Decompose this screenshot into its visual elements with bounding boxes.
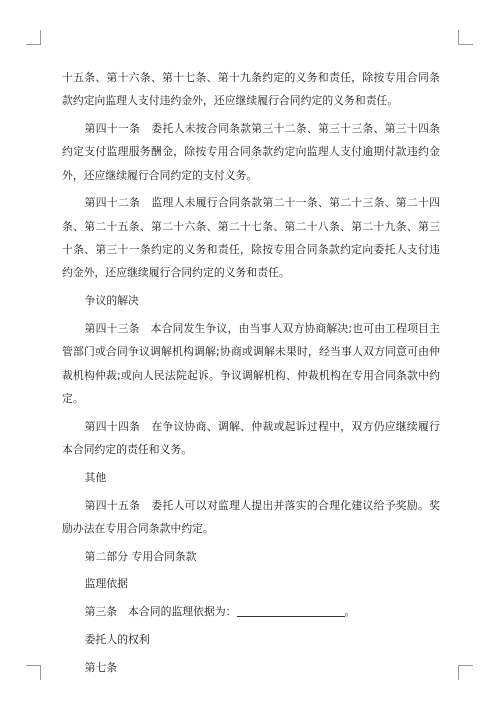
paragraph-article-3	[62, 600, 440, 623]
paragraph-article-43: 第四十三条 本合同发生争议，由当事人双方协商解决;也可由工程项目主管部门或合同争议调解机构调解;协商或调解未果时，经当事人双方同意可由仲裁机构仲裁;或向人民法院起诉。争议调解机构、仲裁机构在专用合同条款中约定。	[62, 321, 440, 405]
section-heading-other: 其他	[84, 470, 107, 484]
article-7-heading: 第七条	[84, 660, 118, 674]
section-heading-dispute: 争议的解决	[84, 294, 139, 308]
document-body	[62, 66, 440, 684]
paragraph-continuation: 十五条、第十六条、第十七条、第十九条约定的义务和责任，除按专用合同条款约定向监理人支付违约金外，还应继续履行合同约定的义务和责任。	[62, 71, 440, 108]
article-3-end: 。	[344, 605, 356, 619]
part-heading-special-terms: 第二部分 专用合同条款	[84, 549, 197, 563]
crop-mark-bottom-right	[458, 665, 473, 680]
crop-mark-bottom-left	[26, 665, 41, 680]
fill-in-blank[interactable]	[237, 604, 345, 617]
crop-mark-top-left	[26, 30, 41, 45]
paragraph-article-42: 第四十二条 监理人未履行合同条款第二十一条、第二十三条、第二十四条、第二十五条、第二十六条、第二十七条、第二十八条、第二十九条、第三十条、第三十一条约定的义务和责任，除按专用合同条款约定向委托人支付违约金外，还应继续履行合同约定的义务和责任。	[62, 196, 440, 280]
crop-mark-top-right	[458, 30, 473, 45]
paragraph-article-45: 第四十五条 委托人可以对监理人提出并落实的合理化建议给予奖励。奖励办法在专用合同条款中约定。	[62, 498, 440, 535]
paragraph-article-41: 第四十一条 委托人未按合同条款第三十二条、第三十三条、第三十四条约定支付监理服务酬金，除按专用合同条款约定向监理人支付逾期付款违约金外，还应继续履行合同约定的支付义务。	[62, 122, 440, 182]
article-3-text: 第三条 本合同的监理依据为：	[84, 605, 237, 619]
paragraph-article-44: 第四十四条 在争议协商、调解、仲裁或起诉过程中，双方仍应继续履行本合同约定的责任和义务。	[62, 419, 440, 456]
section-heading-basis: 监理依据	[84, 577, 129, 591]
section-heading-client-rights: 委托人的权利	[84, 633, 150, 647]
